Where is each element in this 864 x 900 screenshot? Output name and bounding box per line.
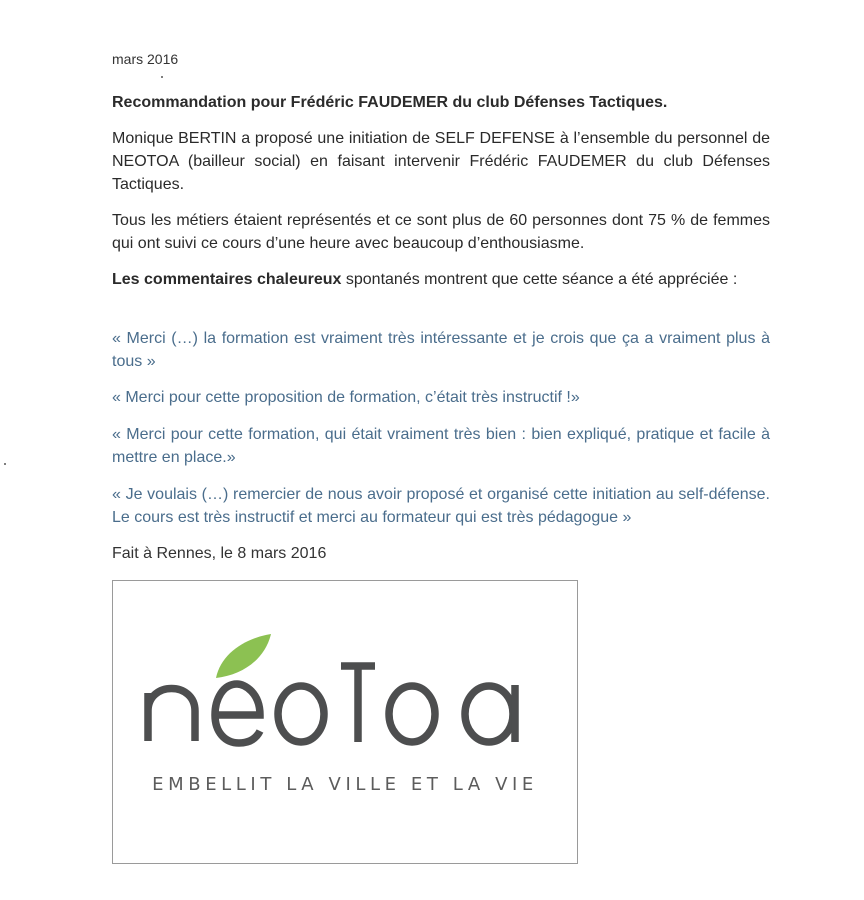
letter-t [341,666,375,742]
signature-place-date: Fait à Rennes, le 8 mars 2016 [112,545,327,562]
quote-4: « Je voulais (…) remercier de nous avoir proposé et organisé cette initiation au self-défense. Le cours est très instructif et merci au formateur qui est très pédagogue » [112,486,770,526]
letter-o-2 [389,686,435,742]
neotoa-logo [113,581,577,863]
paragraph-comments [112,268,770,291]
letter-n [148,689,195,742]
paragraph-intro: Monique BERTIN a proposé une initiation de SELF DEFENSE à l’ensemble du personnel de NEOTOA (bailleur social) en faisant intervenir Frédéric FAUDEMER du club Défenses Tactiques. [112,130,770,193]
letter-e [215,684,260,743]
document-date: mars 2016 [112,51,179,67]
scan-speck [4,463,6,465]
quote-2: « Merci pour cette proposition de formation, c’était très instructif !» [112,389,580,406]
letter-o-1 [278,686,324,742]
leaf-icon [216,634,271,678]
comments-heading-bold: Les commentaires chaleureux [112,271,342,288]
neotoa-logo-frame [112,580,578,864]
paragraph-participants: Tous les métiers étaient représentés et ce sont plus de 60 personnes dont 75 % de femmes qui ont suivi ce cours d’une heure avec beaucoup d’enthousiasme. [112,212,770,252]
comments-heading-rest: spontanés montrent que cette séance a été appréciée : [341,271,738,288]
logo-tagline: EMBELLIT LA VILLE ET LA VIE [152,774,538,795]
quote-1: « Merci (…) la formation est vraiment très intéressante et je crois que ça a vraiment plus à tous » [112,330,770,370]
scan-speck [161,76,163,78]
document-title: Recommandation pour Frédéric FAUDEMER du club Défenses Tactiques. [112,94,668,111]
letter-a-bowl [465,686,513,742]
quote-3: « Merci pour cette formation, qui était vraiment très bien : bien expliqué, pratique et facile à mettre en place.» [112,426,770,466]
